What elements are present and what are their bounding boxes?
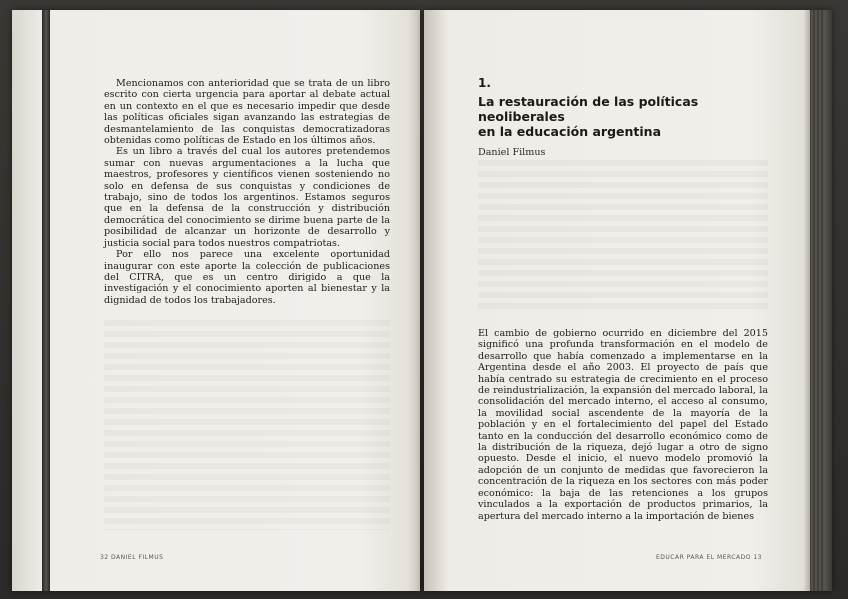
chapter-title-line-1: La restauración de las políticas neoliberales bbox=[478, 94, 699, 124]
left-folio: 32 DANIEL FILMUS bbox=[100, 554, 164, 561]
left-paragraph-1: Mencionamos con anterioridad que se trata de un libro escrito con cierta urgencia para aportar al debate actual en un contexto en el que es necesario impedir que desde las políticas oficiales sigan avanzando las estrategias de desmantelamiento de las conquistas democratizadoras obtenidas como políticas de Estado en los últimos años. bbox=[104, 78, 390, 147]
chapter-heading bbox=[478, 76, 778, 158]
left-paragraph-2: Es un libro a través del cual los autores pretendemos sumar con nuevas argumentaciones a la lucha que maestros, profesores y científicos vienen sosteniendo no solo en defensa de sus conquistas y condiciones de trabajo, sino de todos los argentinos. Estamos seguros que en la defensa de la construcción y distribución democrática del conocimiento se dirime buena parte de la posibilidad de alcanzar un horizonte de desarrollo y justicia social para todos nuestros compatriotas. bbox=[104, 146, 390, 249]
right-page bbox=[424, 10, 832, 591]
chapter-author: Daniel Filmus bbox=[478, 147, 546, 158]
bleed-through-text bbox=[478, 160, 768, 310]
right-paragraph-1: El cambio de gobierno ocurrido en diciembre del 2015 significó una profunda transformación en el modelo de desarrollo que había comenzado a implementarse en la Argentina desde el año 2003. El proyecto de país que había centrado su estrategia de crecimiento en el proceso de reindustrialización, la expansión del mercado laboral, la consolidación del mercado interno, el acceso al consumo, la movilidad social ascendente de la mayoría de la población y en el fortalecimiento del papel del Estado tanto en la conducción del desarrollo económico como de la distribución de la riqueza, dejó lugar a otro de signo opuesto. Desde el inicio, el nuevo modelo promovió la adopción de un conjunto de medidas que favorecieron la concentración de la riqueza en los sectores con más poder económico: la baja de las retenciones a los grupos vinculados a la exportación de productos primarios, la apertura del mercado interno a la importación de bienes bbox=[478, 328, 768, 522]
right-page-body bbox=[478, 328, 768, 522]
chapter-title-line-2: en la educación argentina bbox=[478, 124, 662, 139]
right-folio: EDUCAR PARA EL MERCADO 13 bbox=[655, 554, 762, 561]
chapter-number: 1. bbox=[478, 76, 491, 90]
binding-strip bbox=[42, 10, 50, 591]
left-paragraph-3: Por ello nos parece una excelente oportunidad inaugurar con este aporte la colección de publicaciones del CITRA, que es un centro dirigido a que la investigación y el conocimiento aporten al bienestar y la dignidad de todos los trabajadores. bbox=[104, 249, 390, 306]
left-page-body bbox=[104, 78, 390, 306]
bleed-through-text bbox=[104, 320, 390, 530]
left-page bbox=[12, 10, 420, 591]
chapter-title bbox=[478, 94, 778, 139]
page-edge-strip bbox=[810, 10, 824, 591]
